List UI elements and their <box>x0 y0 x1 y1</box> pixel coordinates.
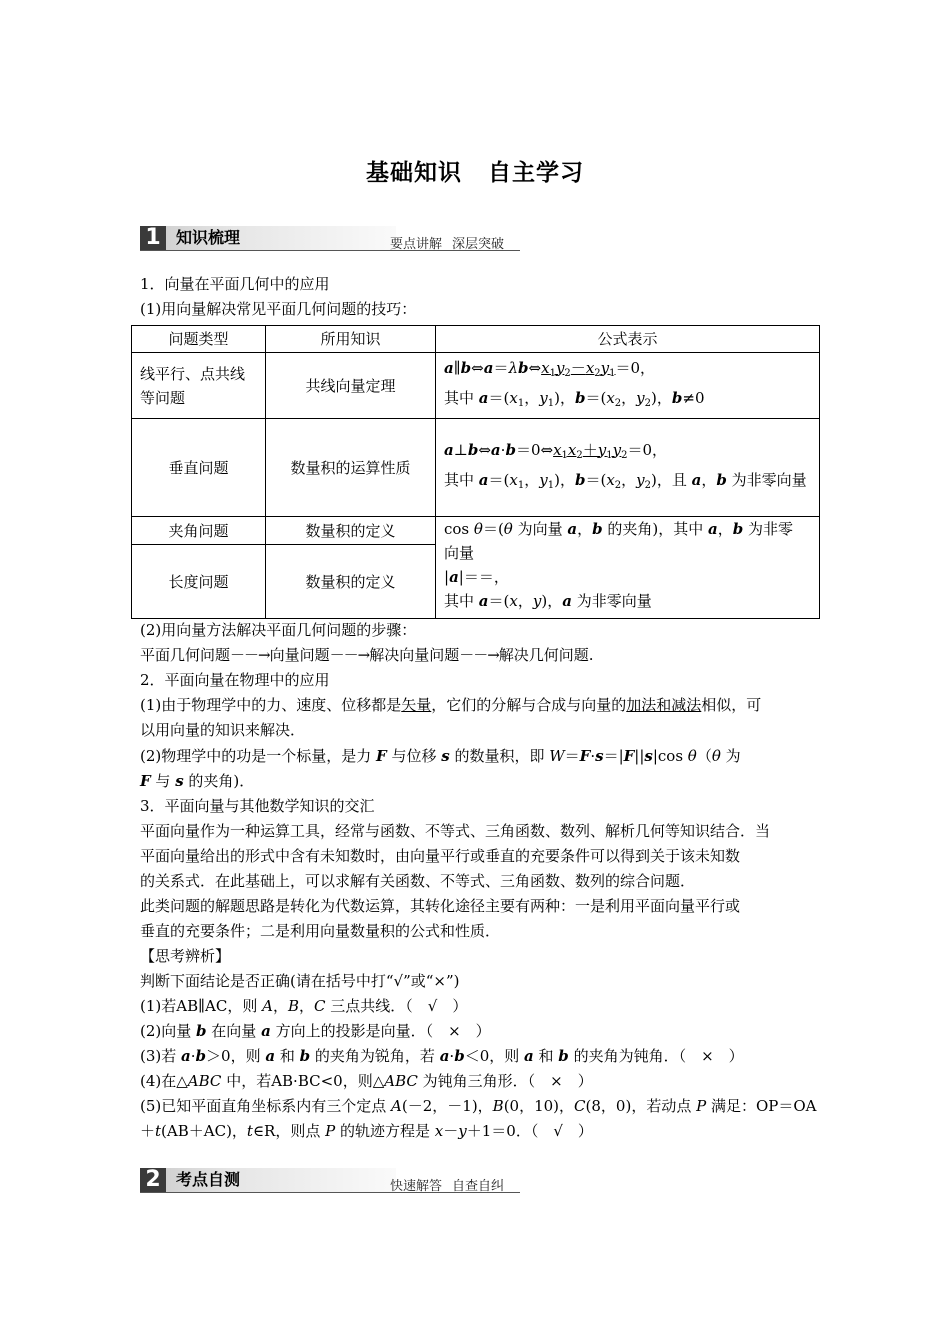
subheading-1: (1)用向量解决常见平面几何问题的技巧： <box>140 300 417 318</box>
question-4: (4)在△ABC 中，若AB·BC<0，则△ABC 为钝角三角形．（ × ） <box>140 1072 593 1090</box>
table-row <box>132 419 820 517</box>
paragraph: 平面向量给出的形式中含有未知数时，由向量平行或垂直的充要条件可以得到关于该未知数 <box>140 847 741 865</box>
question-3: (3)若 a·b＞0，则 a 和 b 的夹角为锐角，若 a·b＜0，则 a 和 b 的夹角为钝角．（ × ） <box>140 1047 744 1065</box>
think-heading: 【思考辨析】 <box>140 947 231 965</box>
formula-cell: $a\parallel b\Leftrightarrow a=\lambda b\Leftrightarrow x_1y_2-x_2y_1=0$， 其中 $a=(x_1$，$y_1$)，$b=(x_2$，$y_2$)，b≠0 <box>436 353 820 419</box>
formula-cell: cos θ＝(θ 为向量 a，b 的夹角)，其中 a，b 为非零 向量 |a|＝＝， 其中 a＝(x，y)，a 为非零向量 <box>436 517 820 619</box>
table-row <box>132 517 820 545</box>
question-2: (2)向量 b 在向量 a 方向上的投影是向量．（ × ） <box>140 1022 491 1040</box>
table-row <box>132 353 820 419</box>
paragraph: 此类问题的解题思路是转化为代数运算，其转化途径主要有两种：一是利用平面向量平行或 <box>140 897 741 915</box>
table-cell: 数量积的定义 <box>266 517 436 545</box>
table-cell: 夹角问题 <box>132 517 266 545</box>
table-header-row <box>132 326 820 353</box>
subheading-2: (2)用向量方法解决平面几何问题的步骤： <box>140 621 417 639</box>
judge-instruction: 判断下面结论是否正确(请在括号中打“√”或“×”) <box>140 972 460 990</box>
paragraph: 的关系式．在此基础上，可以求解有关函数、不等式、三角函数、数列的综合问题． <box>140 872 696 890</box>
paragraph: 垂直的充要条件；二是利用向量数量积的公式和性质． <box>140 922 501 940</box>
section-number: 2 <box>140 1168 166 1192</box>
table-cell: 垂直问题 <box>132 419 266 517</box>
table-header: 公式表示 <box>436 326 820 353</box>
table-header: 所用知识 <box>266 326 436 353</box>
formula-cell: $a\perp b\Leftrightarrow a\cdot b=0\Leftrightarrow x_1x_2+y_1y_2=0$， 其中 $a=(x_1$，$y_1$)，$b=(x_2$，$y_2$)，且 a，b 为非零向量 <box>436 419 820 517</box>
physics-line-1: (1)由于物理学中的力、速度、位移都是矢量，它们的分解与合成与向量的加法和减法相似，可 <box>140 696 762 714</box>
physics-line-4: F 与 s 的夹角)． <box>140 772 255 790</box>
table-cell: 数量积的运算性质 <box>266 419 436 517</box>
page-title: 基础知识 自主学习 <box>366 160 584 186</box>
question-5-cont: ＋t(AB＋AC)，t∈R，则点 P 的轨迹方程是 x－y＋1＝0．（ √ ） <box>140 1122 593 1140</box>
formula-table <box>131 325 820 619</box>
section-subtitle: 要点讲解 深层突破 <box>390 237 505 252</box>
paragraph: 平面向量作为一种运算工具，经常与函数、不等式、三角函数、数列、解析几何等知识结合．当 <box>140 822 771 840</box>
question-5: (5)已知平面直角坐标系内有三个定点 A(－2，－1)，B(0，10)，C(8，0)，若动点 P 满足：OP＝OA <box>140 1097 817 1115</box>
table-cell: 数量积的定义 <box>266 545 436 619</box>
heading-3: 3．平面向量与其他数学知识的交汇 <box>140 797 375 815</box>
steps-line: 平面几何问题－－→向量问题－－→解决向量问题－－→解决几何问题. <box>140 646 594 664</box>
table-cell: 长度问题 <box>132 545 266 619</box>
section-subtitle: 快速解答 自查自纠 <box>390 1179 505 1194</box>
section-label: 考点自测 <box>166 1168 396 1192</box>
physics-line-2: 以用向量的知识来解决． <box>140 721 306 739</box>
heading-1: 1．向量在平面几何中的应用 <box>140 275 330 293</box>
heading-2: 2．平面向量在物理中的应用 <box>140 671 330 689</box>
section-label: 知识梳理 <box>166 226 396 250</box>
section-header-selftest <box>140 1167 520 1195</box>
section-number: 1 <box>140 226 166 250</box>
section-header-knowledge <box>140 225 520 253</box>
table-cell: 线平行、点共线 等问题 <box>132 353 266 419</box>
table-cell: 共线向量定理 <box>266 353 436 419</box>
physics-line-3: (2)物理学中的功是一个标量，是力 F 与位移 s 的数量积，即 W＝F·s＝|F||s|cos θ（θ 为 <box>140 747 741 765</box>
question-1: (1)若AB∥AC，则 A，B，C 三点共线．（ √ ） <box>140 997 468 1015</box>
table-header: 问题类型 <box>132 326 266 353</box>
